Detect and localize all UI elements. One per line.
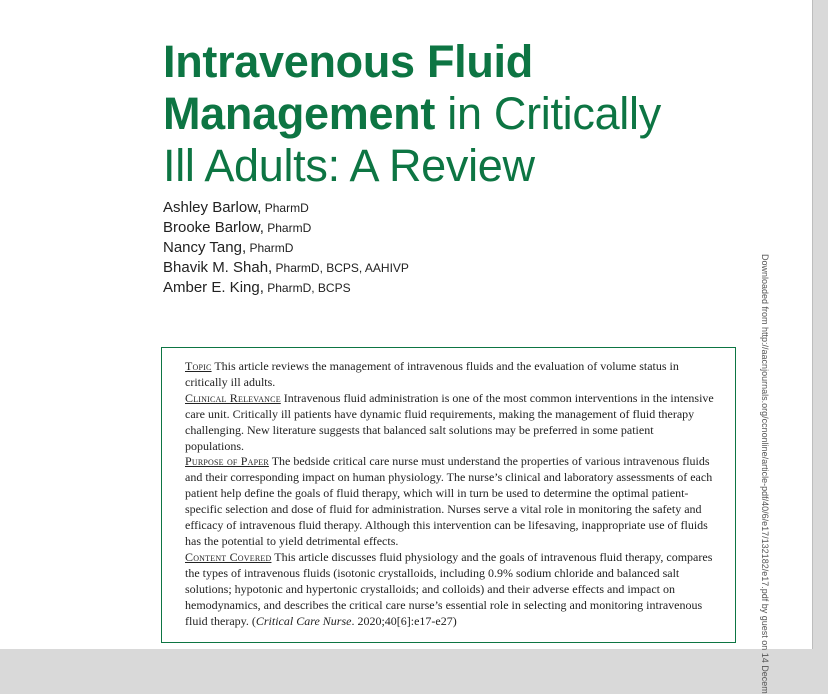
clinical-relevance-label: Clinical Relevance: [185, 390, 281, 405]
author-name: Amber E. King,: [163, 279, 264, 296]
author-name: Ashley Barlow,: [163, 199, 262, 216]
author-name: Bhavik M. Shah,: [163, 259, 273, 276]
citation-details: . 2020;40[6]:e17-e27): [351, 613, 457, 628]
author-item: [163, 218, 409, 238]
purpose-text: The bedside critical care nurse must understand the properties of various intravenous fluids and their corresponding impact on human physiology. The nurse’s clinical and laboratory assessments of each patient help define the goals of fluid therapy, which will in turn be used to determine the optimal patient-specific selection and dose of fluid for administration. Nurses serve a vital role in monitoring the safety and efficacy of intravenous fluid therapy. Although this intervention can be lifesaving, inappropriate use of fluids has the potential to yield detrimental effects.: [185, 454, 713, 548]
abstract-purpose: [185, 454, 715, 549]
author-name: Brooke Barlow,: [163, 219, 264, 236]
author-credentials: PharmD: [263, 221, 312, 235]
abstract-clinical-relevance: [185, 391, 715, 455]
article-title: [163, 36, 783, 192]
purpose-label: Purpose of Paper: [185, 454, 269, 469]
author-item: [163, 278, 409, 298]
author-list: [163, 198, 409, 298]
title-bold-part-1: Intravenous Fluid: [163, 36, 533, 87]
clinical-relevance-text: Intravenous fluid administration is one of the most common interventions in the intensive care unit. Critically ill patients have dynamic fluid requirements, making the management of fluid therapy challenging. New literature suggests that balanced salt solutions may be preferred in some patient populations.: [185, 390, 714, 453]
title-light-part-2: in Critically: [435, 88, 661, 139]
content-covered-label: Content Covered: [185, 549, 272, 564]
topic-label: Topic: [185, 359, 212, 373]
author-credentials: PharmD: [246, 241, 294, 255]
title-line-2: [163, 88, 783, 140]
abstract-box: [161, 347, 736, 643]
title-bold-part-2: Management: [163, 88, 436, 139]
author-credentials: PharmD, BCPS: [263, 281, 351, 295]
author-credentials: PharmD: [261, 201, 309, 215]
content-covered-text: This article discusses fluid physiology and the goals of intravenous fluid therapy, compares the types of intravenous fluids (isotonic crystalloids, including 0.9% sodium chloride and balanced salt solutions; hypotonic and hypertonic crystalloids; and colloids) and their adverse effects and impact on hemodynamics, and describes the critical care nurse’s essential role in selecting and monitoring intravenous fluid therapy. (: [185, 549, 713, 628]
citation-journal: Critical Care Nurse: [255, 613, 352, 628]
abstract-topic: [185, 359, 715, 391]
topic-text: This article reviews the management of intravenous fluids and the evaluation of volume status in critically ill adults.: [185, 359, 679, 389]
title-line-3: [163, 140, 783, 192]
download-watermark: Downloaded from http://aacnjournals.org/ccnonline/article-pdf/40/6/e17/132182/e17.pdf by guest on 14 Decem: [760, 254, 770, 694]
author-item: [163, 198, 409, 218]
title-light-part-3: Ill Adults: A Review: [163, 140, 535, 191]
title-line-1: [163, 36, 783, 88]
author-item: [163, 258, 409, 278]
author-credentials: PharmD, BCPS, AAHIVP: [272, 261, 409, 275]
author-name: Nancy Tang,: [163, 239, 247, 256]
abstract-content-covered: [185, 550, 715, 630]
author-item: [163, 238, 409, 258]
